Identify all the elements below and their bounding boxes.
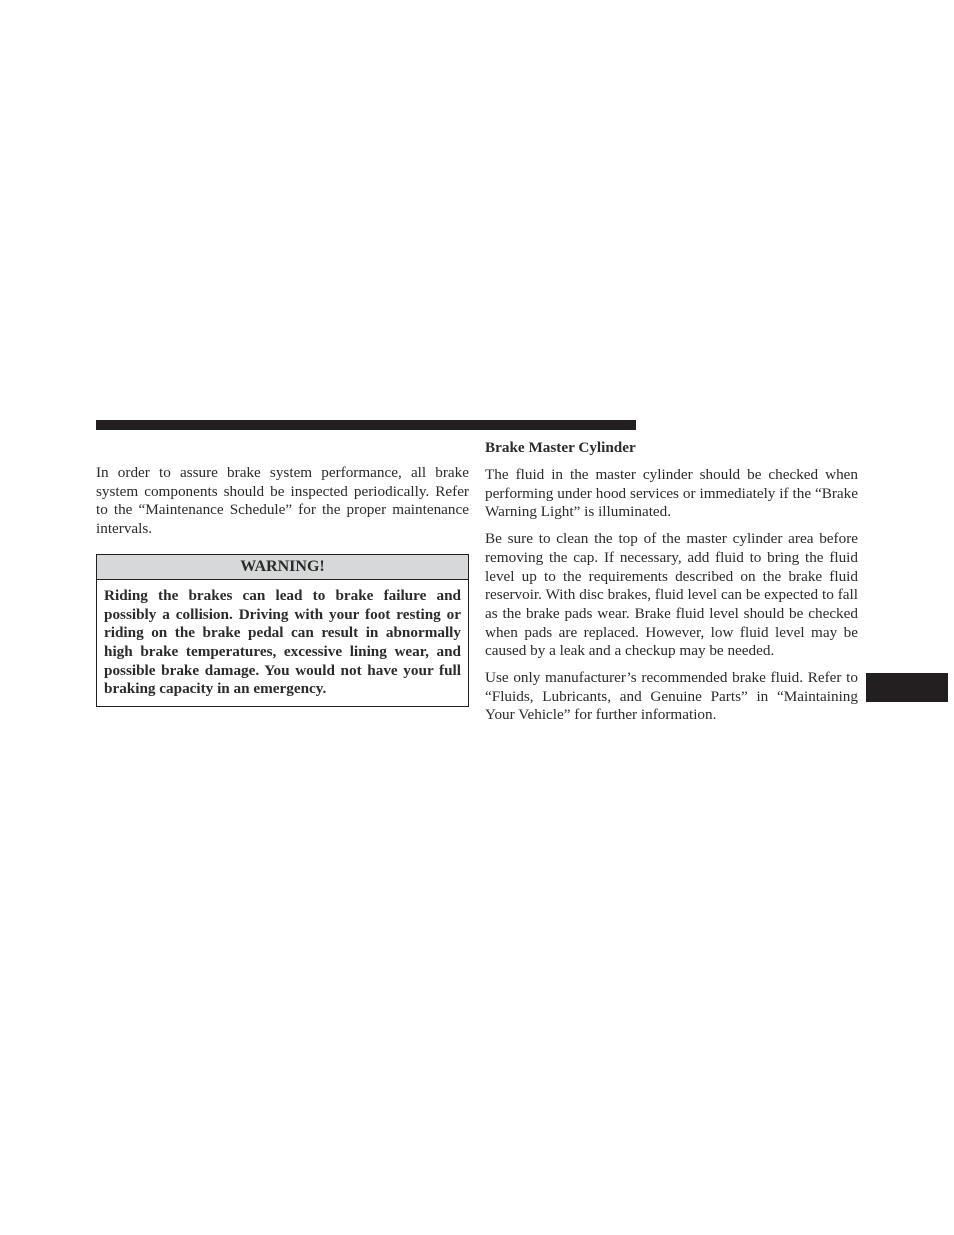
intro-paragraph: In order to assure brake system performance, all brake system components should be inspected periodically. Refer to the “Maintenance Schedule” for the proper maintenance intervals. bbox=[96, 464, 469, 538]
paragraph-recommended-fluid: Use only manufacturer’s recommended brake fluid. Refer to “Fluids, Lubricants, and Genuine Parts” in “Maintaining Your Vehicle” for further information. bbox=[485, 669, 858, 724]
paragraph-fluid-check: The fluid in the master cylinder should be checked when performing under hood services or immediately if the “Brake Warning Light” is illuminated. bbox=[485, 466, 858, 521]
warning-box bbox=[96, 554, 469, 707]
right-column bbox=[485, 438, 858, 733]
chapter-thumb-tab bbox=[866, 673, 948, 702]
section-heading-brake-master-cylinder: Brake Master Cylinder bbox=[485, 439, 636, 456]
section-top-rule bbox=[96, 420, 636, 430]
paragraph-clean-cap: Be sure to clean the top of the master cylinder area before removing the cap. If necessary, add fluid to bring the fluid level up to the requirements described on the brake fluid reservoir. With disc brakes, fluid level can be expected to fall as the brake pads wear. Brake fluid level should be checked when pads are replaced. However, low fluid level may be caused by a leak and a checkup may be needed. bbox=[485, 530, 858, 660]
left-column bbox=[96, 464, 469, 707]
warning-title: WARNING! bbox=[97, 555, 468, 580]
warning-text: Riding the brakes can lead to brake failure and possibly a collision. Driving with your foot resting or riding on the brake pedal can result in abnormally high brake temperatures, excessive lining wear, and possible brake damage. You would not have your full braking capacity in an emergency. bbox=[104, 586, 461, 698]
